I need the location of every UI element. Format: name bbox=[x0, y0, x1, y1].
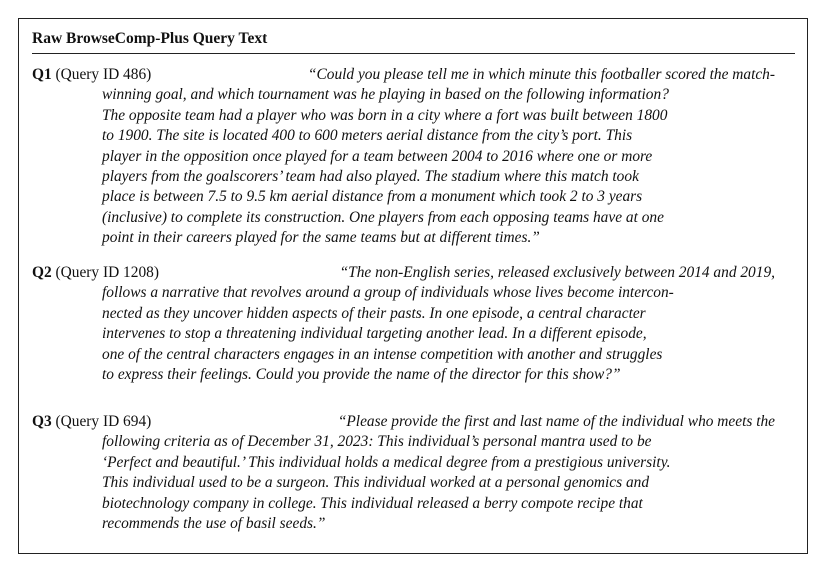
query-text-line: winning goal, and which tournament was he playing in based on the following information? bbox=[102, 86, 669, 104]
query-line bbox=[32, 167, 775, 187]
query-block-q2 bbox=[32, 263, 775, 385]
query-text-line: recommends the use of basil seeds.” bbox=[102, 515, 326, 533]
query-line bbox=[32, 514, 775, 534]
query-text-line: to express their feelings. Could you provide the name of the director for this show?” bbox=[102, 366, 621, 384]
query-line bbox=[32, 365, 775, 385]
query-line bbox=[32, 432, 775, 452]
query-line bbox=[32, 453, 775, 473]
query-text-line: players from the goalscorers’ team had also played. The stadium where this match took bbox=[102, 168, 639, 186]
query-text-line: ‘Perfect and beautiful.’ This individual holds a medical degree from a prestigious university. bbox=[102, 453, 671, 471]
query-line bbox=[32, 85, 775, 105]
query-id: (Query ID 694) bbox=[55, 413, 152, 430]
query-text-line: The opposite team had a player who was born in a city where a fort was built between 1800 bbox=[102, 106, 668, 124]
query-line bbox=[32, 147, 775, 167]
heading-rule bbox=[32, 53, 795, 54]
query-text-line: player in the opposition once played for a team between 2004 to 2016 where one or more bbox=[102, 147, 653, 165]
query-line bbox=[32, 412, 775, 432]
query-block-q3 bbox=[32, 412, 775, 534]
query-line bbox=[32, 263, 775, 283]
query-text-line: intervenes to stop a threatening individual targeting another lead. In a different episode, bbox=[102, 325, 647, 343]
query-line bbox=[32, 126, 775, 146]
query-line bbox=[32, 345, 775, 365]
query-text-line: This individual used to be a surgeon. This individual worked at a personal genomics and bbox=[102, 474, 650, 492]
query-text-line: “Please provide the first and last name of the individual who meets the bbox=[337, 413, 775, 430]
query-line bbox=[32, 473, 775, 493]
query-text-line: following criteria as of December 31, 2023: This individual’s personal mantra used to be bbox=[102, 433, 652, 451]
query-text-line: point in their careers played for the same teams but at different times.” bbox=[102, 229, 540, 247]
query-label: Q1 bbox=[32, 66, 52, 83]
query-id: (Query ID 486) bbox=[55, 66, 152, 83]
query-text-line: one of the central characters engages in an intense competition with another and struggles bbox=[102, 345, 663, 363]
query-line bbox=[32, 228, 775, 248]
query-text-line: nected as they uncover hidden aspects of their pasts. In one episode, a central character bbox=[102, 304, 646, 322]
query-line bbox=[32, 324, 775, 344]
query-text-line: “Could you please tell me in which minute this footballer scored the match- bbox=[307, 66, 775, 83]
query-text-line: place is between 7.5 to 9.5 km aerial distance from a monument which took 2 to 3 years bbox=[102, 188, 643, 206]
query-text-line: follows a narrative that revolves around a group of individuals whose lives become intercon- bbox=[102, 284, 674, 302]
query-label: Q2 bbox=[32, 264, 52, 281]
query-id: (Query ID 1208) bbox=[55, 264, 159, 281]
query-text-line: “The non-English series, released exclusively between 2014 and 2019, bbox=[339, 264, 775, 281]
query-line bbox=[32, 304, 775, 324]
query-text-line: to 1900. The site is located 400 to 600 meters aerial distance from the city’s port. This bbox=[102, 127, 633, 145]
box-heading: Raw BrowseComp-Plus Query Text bbox=[32, 30, 268, 47]
query-line bbox=[32, 106, 775, 126]
query-line bbox=[32, 65, 775, 85]
query-label: Q3 bbox=[32, 413, 52, 430]
query-text-line: (inclusive) to complete its construction. One players from each opposing teams have at one bbox=[102, 208, 664, 226]
query-text-box bbox=[18, 18, 808, 554]
query-text-line: biotechnology company in college. This individual released a berry compote recipe that bbox=[102, 494, 643, 512]
query-line bbox=[32, 283, 775, 303]
query-block-q1 bbox=[32, 65, 775, 249]
query-line bbox=[32, 494, 775, 514]
query-line bbox=[32, 187, 775, 207]
query-line bbox=[32, 208, 775, 228]
